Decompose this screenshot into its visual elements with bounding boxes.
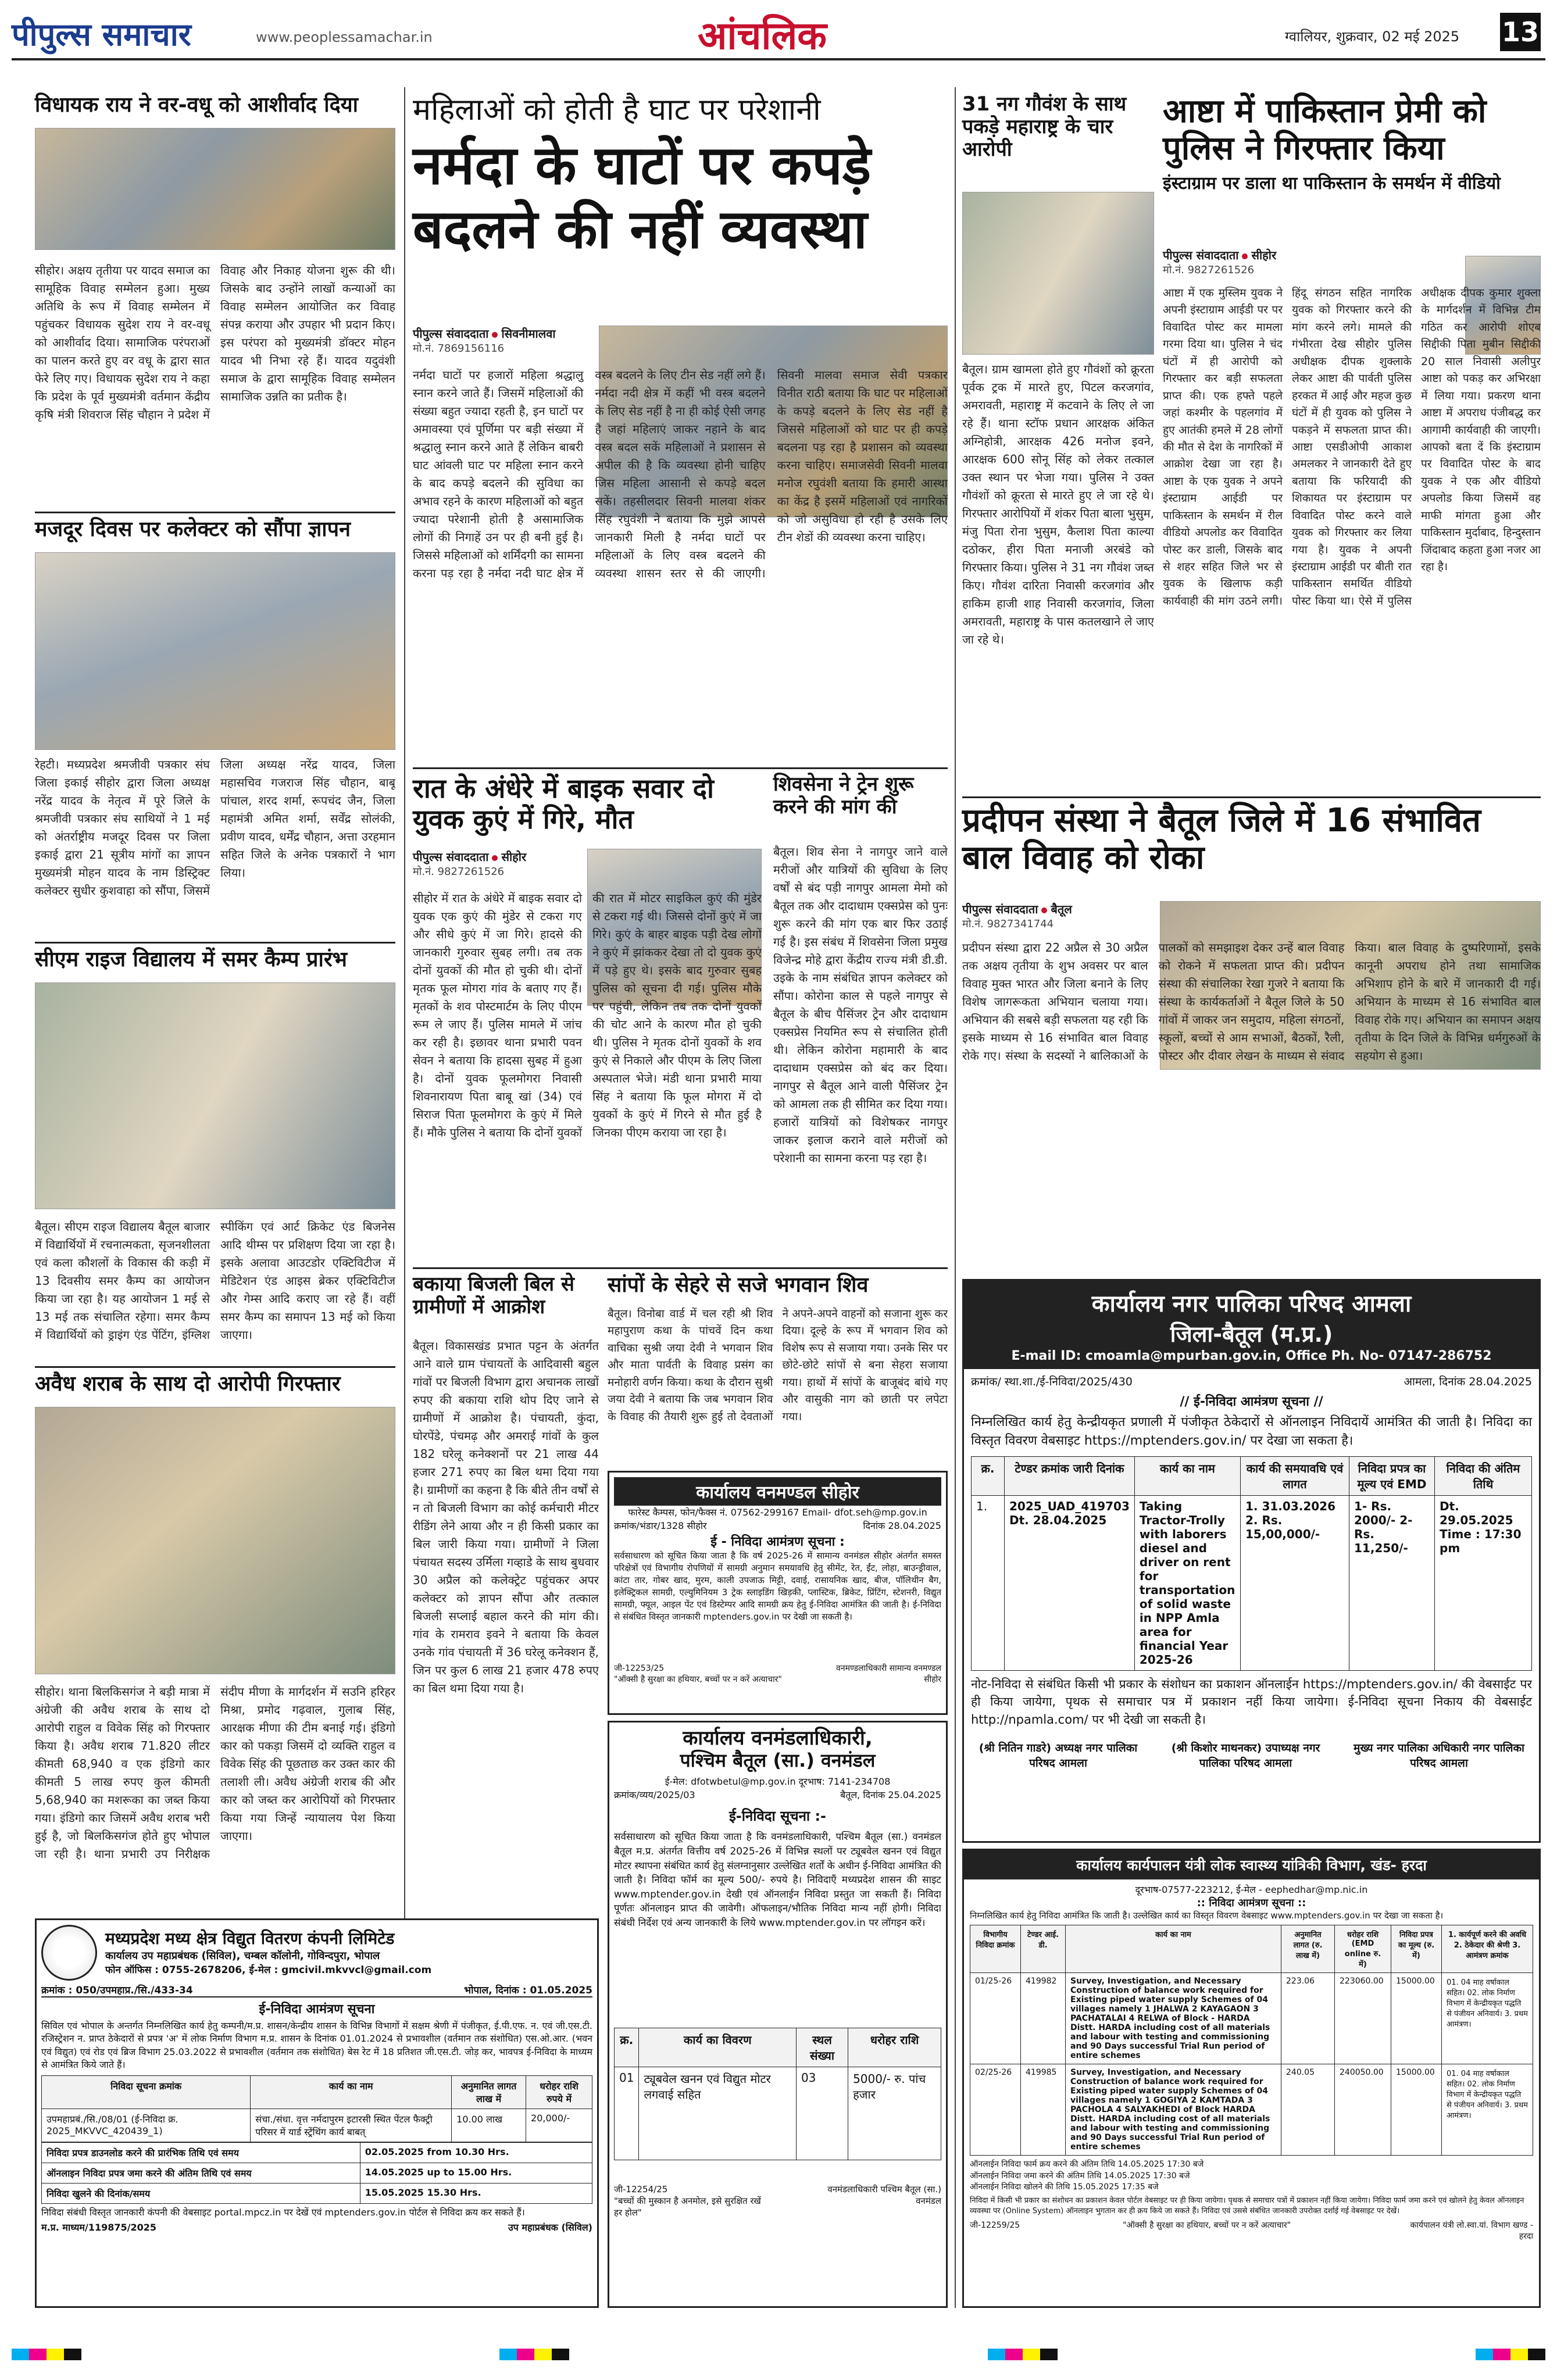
arrest-photo: [962, 192, 1154, 355]
wedding-photo: [35, 128, 395, 250]
table-cell: 20,000/-: [526, 2109, 592, 2142]
notice-contact: दूरभाष-07577-223212, ई-मेल - eephedhar@mp.nic.in: [1135, 1884, 1368, 1895]
notice-title: कार्यालय वनमण्डल सीहोर: [614, 1477, 941, 1506]
date-label: निविदा खुलने की दिनांक/समय: [42, 2183, 360, 2203]
table-cell: 223.06: [1281, 1973, 1335, 2064]
table-cell: 01: [615, 2067, 639, 2160]
notice-text: सर्वसाधारण को सूचित किया जाता है कि वनमंडलाधिकारी, पश्चिम बैतूल (सा.) वनमंडल बैतूल म.प्र. अंतर्गत वित्तीय वर्ष 2025-26 में विभिन्न स्थलों पर ट्यूबवेल खनन एवं विद्युत मोटर स्थापना संबंधित कार्य हेतु संलग्नानुसार उल्लेखित शर्तों के अधीन ई-निविदा आमंत्रित की जाती है। निविदा फॉर्म का मूल्य 500/- रुपये है। निविदाएँ मध्यप्रदेश शासन की साइट www.mptender.gov.in देखी एवं ऑनलाईन निविदा प्रस्तुत जा सकती हैं। निविदा पूर्णतः ऑनलाइन प्राप्त की जावेगी। ऑफलाइन/भौतिक निविदा मान्य नहीं होगी। निविदा संबंधी निर्देश एवं अन्य जानकारी के लिये www.mptender.gov.in पर लॉगइन करें।: [614, 1831, 941, 1929]
article-mazdoor: [35, 517, 395, 942]
table-cell: 02/25-26: [970, 2064, 1021, 2156]
article-body: आष्टा में एक मुस्लिम युवक ने अपनी इंस्टाग्राम आईडी पर पर विवादित पोस्ट कर मामला गरमा दिया था। पुलिस ने चंद घंटों में ही आरोपी को गिरफ्तार कर बड़ी सफलता प्राप्त की। एक हफ्ते पहले जहां कश्मीर के पहलगांव में हुए आतंकी हमले में 28 लोगों की मौत से देश के नागरिकों में आक्रोश देखा जा रहा है। आष्टा के एक युवक ने अपने इंस्टाग्राम आईडी पर पाकिस्तान के समर्थन में रील वीडियो अपलोड कर विवादित पोस्ट कर डाली, जिसके बाद से शहर सहित जिले भर से युवक के खिलाफ कड़ी कार्यवाही की मांग उठने लगी। हिंदू संगठन सहित नागरिक युवक को गिरफ्तार करने की मांग करने लगे। मामले की गंभीरता देख सीहोर पुलिस अधीक्षक दीपक शुक्लाके लेकर आष्टा की पार्वती पुलिस हरकत में आई और महज कुछ घंटों में ही युवक को पुलिस ने पकड़ने में सफलता प्राप्त की। आष्टा एसडीओपी आकाश अमलकर ने जानकारी देते हुए बताया कि फरियादी की शिकायत पर इंस्टाग्राम पर विवादित पोस्ट करने वाले युवक को गिरफ्तार कर लिया गया है। युवक ने अपनी इंस्टाग्राम आईडी पर बीती रात पाकिस्तान समर्थित वीडियो पोस्ट किया था। ऐसे में पुलिस अधीक्षक दीपक कुमार शुक्ला के मार्गदर्शन में विभिन्न टीम गठित कर आरोपी शोएब सिद्दीकी पिता मुबीन सिद्दीकी 20 साल निवासी अलीपुर आष्टा को पकड़ कर अभिरक्षा में लिया गया। प्रकरण थाना आष्टा में अपराध पंजीबद्ध कर आगामी कार्यवाही की जाएगी। आपको बता दें कि इंस्टाग्राम पर विवादित पोस्ट के बाद युवक ने एक और वीडियो अपलोड किया जिसमें वह माफी मांगता हुआ और पाकिस्तान मुर्दाबाद, हिन्दुस्तान जिंदाबाद कहता हुआ नजर आ रहा है।: [1163, 287, 1541, 607]
date-line: ऑनलाईन निविदा खोलने की तिथि 15.05.2025 17:35 बजे: [970, 2182, 1159, 2192]
headline: नर्मदा के घाटों पर कपड़े बदलने की नहीं व्यवस्था: [413, 134, 871, 261]
notice-title-2: पश्चिम बैतूल (सा.) वनमंडल: [680, 1749, 876, 1772]
article-gauvansh: [962, 93, 1154, 791]
notice-amla: [962, 1279, 1541, 1843]
notice-slogan: "ऑक्सी है सुरक्षा का हथियार, बच्चों पर न करें अत्याचार": [1123, 2221, 1291, 2231]
signature-vice-president: (श्री किशोर माथनकर) उपाध्यक्ष नगर पालिका परिषद आमला: [1171, 1742, 1320, 1770]
notice-title-1: कार्यालय वनमंडलाधिकारी,: [683, 1727, 873, 1750]
headline: आष्टा में पाकिस्तान प्रेमी को पुलिस ने गिरफ्तार किया: [1163, 92, 1487, 168]
byline-place: सिवनीमालवा: [501, 327, 556, 341]
col-header: स्थल संख्या: [796, 2028, 848, 2067]
col-header: क्र.: [972, 1456, 1005, 1495]
byline: [1163, 247, 1407, 277]
kicker: महिलाओं को होती है घाट पर परेशानी: [413, 92, 821, 127]
notice-footer: निविदा में किसी भी प्रकार का संशोधन का प्रकाशन केवल पोर्टल वेबसाइट पर ही किया जायेगा। पृथक से समाचार पत्रों में प्रकाशन नहीं किया जायेगा। निविदा फार्म जमा करने एवं खोलने हेतु केवल ऑनलाइन व्यवस्था पर (Online System) ऑनलाइन भुगतान कर ही क्रय किये जा सकते हैं। निविदा एवं उससे संबंधित जानकारी उपरोक्त दर्शाई गई वेबसाइट पर देखें।: [970, 2196, 1524, 2215]
byline-phone: मो.नं. 9827261526: [1163, 264, 1255, 276]
byline: [962, 901, 1148, 931]
table-cell: 15000.00: [1391, 2064, 1442, 2156]
dateline: ग्वालियर, शुक्रवार, 02 मई 2025: [1285, 28, 1460, 45]
subhead: इंस्टाग्राम पर डाला था पाकिस्तान के समर्थन में वीडियो: [1163, 173, 1501, 194]
article-electricity: [413, 1273, 599, 1918]
headline: मजदूर दिवस पर कलेक्टर को सौंपा ज्ञापन: [35, 517, 351, 541]
date-label: निविदा प्रपत्र डाउनलोड करने की प्रारंभिक तिथि एवं समय: [42, 2142, 360, 2163]
table-cell: 1. 31.03.2026 2. Rs. 15,00,000/-: [1241, 1495, 1349, 1670]
notice-slogan: "ऑक्सी है सुरक्षा का हथियार, बच्चों पर न करें अत्याचार": [614, 1675, 782, 1685]
notice-ref: क्रमांक/ स्था.शा./ई-निविदा/2025/430: [971, 1375, 1133, 1388]
notice-subject: // ई-निविदा आमंत्रण सूचना //: [1180, 1395, 1323, 1409]
date-value: 14.05.2025 up to 15.00 Hrs.: [360, 2163, 592, 2183]
article-ashta: [1163, 93, 1541, 791]
headline: रात के अंधेरे में बाइक सवार दो युवक कुएं में गिरे, मौत: [413, 773, 714, 835]
notice-text: सर्वसाधारण को सूचित किया जाता है कि वर्ष 2025-26 में सामान्य वनमंडल सीहोर अंतर्गत समस्त परिक्षेत्रों एवं विभागीय रोपणियों में सामग्री अनुमान समयावधि हेतु सीमेंट, रेत, ईंट, लोहा, बाउन्ड्रीवाल, कांटा तार, गोबर खाद, मुरम, काली उपजाऊ मिट्टी, दवाई, रासायनिक खाद, बीज, पॉलिथीन बैग, इलेक्ट्रिकल सामग्री, एल्युमिनियम 3 ट्रेक स्लाइडिंग खिड़की, प्लास्टिक, ब्रिकेट, प्रिंटिंग, स्टेशनरी, विद्युत सामग्री, फ्यूल, आइल पेंट एवं डिस्टेम्पर आदि सामग्री क्रय हेतु ई-निविदा आमंत्रित की जाती है। ई-निविदा से संबंधित विस्तृत जानकारी mptenders.gov.in पर देखी जा सकती है।: [614, 1550, 941, 1623]
article-body: सीहोर। अक्षय तृतीया पर यादव समाज का सामूहिक विवाह सम्मेलन हुआ। मुख्य अतिथि के रूप में विवाह सम्मेलन में पहुंचकर विधायक सुदेश राय ने वर-वधू को आशीर्वाद दिया। सामाजिक परंपराओं का पालन करते हुए वर वधू के द्वारा सात फेरे लिए गए। विधायक सुदेश राय ने कहा कि प्रदेश के पूर्व मुख्यमंत्री वर्तमान केंद्रीय कृषि मंत्री शिवराज सिंह चौहान ने प्रदेश में विवाह और निकाह योजना शुरू की थी। जिसके बाद उन्होंने लाखों कन्याओं का विवाह सम्मेलन आयोजित कर विवाह संपन्न कराया और उपहार भी प्रदान किए। इस परंपरा को मुख्यमंत्री डॉक्टर मोहन यादव भी निभा रहे हैं। यादव यदुवंशी समाज के द्वारा सामूहिक विवाह सम्मेलन सामाजिक उन्नति का प्रतीक है।: [35, 263, 395, 421]
notice-code: जी-12259/25: [970, 2221, 1020, 2231]
date-value: 15.05.2025 15.30 Hrs.: [360, 2183, 592, 2203]
col-header: कार्य की समयावधि एवं लागत: [1241, 1456, 1349, 1495]
table-cell: Survey, Investigation, and Necessary Construction of balance work required for Existing piped water supply Schemes of 04 villages namely 1 GOGIYA 2 KAMTADA 3 PACHOLA 4 SALYAKHEDI of Block HARDA Distt. HARDA including cost of all materials and labour with testing and commissioning and 90 Days successful Trial Run period of entire schemes: [1066, 2064, 1281, 2156]
paper-url: www.peoplessamachar.in: [256, 29, 433, 45]
byline-name: पीपुल्स संवाददाता: [413, 850, 489, 864]
article-body: सीहोर। थाना बिलकिसगंज ने बड़ी मात्रा में अंग्रेजी की अवैध शराब के साथ दो आरोपी राहुल व विवेक सिंह को गिरफ्तार किया है। अवैध शराब 71.820 लीटर कीमती 68,940 व एक इंडिगो कार कीमती 5 लाख रुपए कुल कीमती 5,68,940 का मशरूका का जब्त किया गया। इंडिगो कार जिसमें अवैध शराब भरी हुई है, जो बिलकिसगंज होते हुए भोपाल जा रही है। थाना प्रभारी उप निरीक्षक संदीप मीणा के मार्गदर्शन में सउनि हरिहर मिश्रा, प्रमोद गढ़वाल, गुलाब सिंह, आरक्षक मीणा की टीम बनाई गई। इंडिगो कार को पकड़ा जिसमें दो व्यक्ति राहुल व विवेक सिंह की पूछताछ कर उक्त कार की तलाशी ली। अवैध अंग्रेजी शराब की और कार को जब्त कर आरोपियों को गिरफ्तार किया गया जिन्हें न्यायालय पेश किया जाएगा।: [35, 1685, 395, 1861]
notice-table: [970, 1925, 1533, 2156]
col-header: क्र.: [615, 2028, 639, 2067]
notice-note: नोट-निविदा से संबंधित किसी भी प्रकार के संशोधन का प्रकाशन ऑनलाईन https://mptenders.gov.in/ की वेबसाईट पर ही किया जायेगा, पृथक से समाचार पत्र में प्रकाशन नहीं किया जायेगा। ई-निविदा सूचना निकाय की वेबसाईट http://npamla.com/ पर भी देखी जा सकती है।: [971, 1677, 1532, 1727]
table-cell: Dt. 29.05.2025 Time : 17:30 pm: [1435, 1495, 1532, 1670]
notice-table: [614, 2028, 941, 2160]
table-cell: 240.05: [1281, 2064, 1335, 2156]
headline: सांपों के सेहरे से सजे भगवान शिव: [608, 1273, 869, 1297]
article-well-accident: [413, 773, 762, 1262]
notice-intro: निम्नलिखित कार्य हेतु निविदा आमंत्रित कि जाती है। उल्लेखित कार्य का विस्तृत विवरण वेबसाइट www.mptenders.gov.in पर देखा जा सकता है।: [970, 1910, 1444, 1921]
byline: [413, 849, 587, 878]
table-cell: उपमहाप्रबं./सि./08/01 (ई-निविदा क्र. 2025_MKVVC_420439_1): [42, 2109, 251, 2142]
notice-harda: [962, 1849, 1541, 2308]
notice-date: दिनांक 28.04.2025: [863, 1520, 941, 1532]
date-label: ऑनलाइन निविदा प्रपत्र जमा करने की अंतिम तिथि एवं समय: [42, 2163, 360, 2183]
table-cell: 240050.00: [1335, 2064, 1391, 2156]
notice-table: [41, 2075, 592, 2142]
notice-signature: उप महाप्रबंधक (सिविल): [508, 2222, 592, 2234]
headline: सीएम राइज विद्यालय में समर कैम्प प्रारंभ: [35, 948, 347, 971]
table-cell: 419985: [1021, 2064, 1066, 2156]
col-header: धरोहर राशि (EMD online रु. में): [1335, 1925, 1391, 1973]
notice-subject: ई-निविदा सूचना :-: [728, 1808, 827, 1825]
table-cell: 2025_UAD_419703 Dt. 28.04.2025: [1005, 1495, 1135, 1670]
notice-table: [971, 1456, 1532, 1671]
article-liquor: [35, 1372, 395, 1907]
table-cell: 01. 04 माह वर्षाकाल सहित। 02. लोक निर्माण विभाग में केन्द्रीयकृत पद्धति से पंजीयन अनिवार्य। 3. प्रथम आमंत्रण।: [1442, 1973, 1533, 2064]
notice-subject: ई - निविदा आमंत्रण सूचना :: [710, 1535, 845, 1550]
byline-phone: मो.नं. 9827261526: [413, 866, 505, 878]
table-cell: 223060.00: [1335, 1973, 1391, 2064]
notice-signature: कार्यपालन यंत्री लो.स्वा.यां. विभाग खण्ड - हरदा: [1410, 2221, 1533, 2242]
table-cell: 10.00 लाख: [452, 2109, 526, 2142]
byline-phone: मो.नं. 9827341744: [962, 918, 1054, 930]
col-header: कार्य का विवरण: [639, 2028, 797, 2067]
col-header: अनुमानित लागत (रु. लाख में): [1281, 1925, 1335, 1973]
notice-code: म.प्र. माध्यम/119875/2025: [41, 2222, 156, 2234]
notice-contact: फारेस्ट कैम्पस, फोन/फैक्स नं. 07562-299167 Email- dfot.seh@mp.gov.in: [628, 1507, 927, 1518]
notice-code: जी-12253/25: [614, 1664, 665, 1674]
col-header: कार्य का नाम: [251, 2075, 452, 2109]
notice-sehore-forest: [608, 1471, 948, 1715]
table-cell: 419982: [1021, 1973, 1066, 2064]
table-cell: 03: [796, 2067, 848, 2160]
notice-mpmkvvcl: [35, 1918, 599, 2308]
notice-ref: क्रमांक : 050/उपमहाप्र./सि./433-34: [41, 1985, 193, 1996]
memorandum-photo: [35, 552, 395, 750]
article-body: बैतूल। सीएम राइज विद्यालय बैतूल बाजार में विद्यार्थियों में रचनात्मकता, सृजनशीलता एवं कला कौशलों के विकास की कड़ी में 13 दिवसीय समर कैम्प का आयोजन किया जा रहा है। यह आयोजन 1 मई से 13 मई तक संचालित रहेगा। समर कैम्प में विद्यार्थियों को ड्राइंग एंड पेंटिंग, इंग्लिश स्पीकिंग एवं आर्ट क्रिकेट एंड बिजनेस आदि थीम्स पर प्रशिक्षण दिया जा रहा है। इसके अलावा आउटडोर एक्टिविटीज में मेडिटेशन एंड आइस ब्रेकर एक्टिविटीज और गेम्स आदि कराए जा रहे हैं। वहीं समर कैम्प का समापन 13 मई को किया जाएगा।: [35, 1220, 395, 1342]
byline-name: पीपुल्स संवाददाता: [413, 327, 489, 341]
col-header: निविदा सूचना क्रमांक: [42, 2075, 251, 2109]
date-line: ऑनलाईन निविदा जमा करने की अंतिम तिथि 14.05.2025 17:30 बजे: [970, 2171, 1190, 2181]
col-header: कार्य का नाम: [1066, 1925, 1281, 1973]
table-cell: 5000/- रु. पांच हजार: [848, 2067, 941, 2160]
notice-code: जी-12254/25: [614, 2184, 668, 2195]
notice-contact: ई-मेल: dfotwbetul@mp.gov.in दूरभाष: 7141-234708: [665, 1775, 891, 1787]
dates-table: [41, 2142, 592, 2204]
headline: विधायक राय ने वर-वधू को आशीर्वाद दिया: [35, 93, 358, 117]
notice-title-2: जिला-बैतूल (म.प्र.): [1170, 1321, 1333, 1347]
article-body: बैतूल। विकासखंड प्रभात पट्टन के अंतर्गत आने वाले ग्राम पंचायतों के आदिवासी बहुल गांवों पर बिजली विभाग द्वारा अचानक लाखों रुपए की बकाया राशि थोप दिए जाने से ग्रामीणों में आक्रोश है। पंचायती, कुंदा, घोरपेंडे, पंचमढ़ और अमराई गांवों के कुल 182 घरेलू कनेक्शनों पर 21 लाख 44 हजार 271 रुपए का बिल थमा दिया गया है। ग्रामीणों का कहना है कि बीते तीन वर्षों से न तो बिजली विभाग का कोई कर्मचारी मीटर रीडिंग लेने आया और न ही किसी प्रकार का बिल जारी किया गया। ग्रामीणों ने जिला पंचायत सदस्य उर्मिला गव्हाडे के साथ बुधवार 30 अप्रैल को कलेक्ट्रेट पहुंचकर अपर कलेक्टर को ज्ञापन सौंपा और तत्काल बिजली सप्लाई बहाल करने की मांग की। गांव के रामराव इवने ने बताया कि केवल उनके गांव पंचायती में 36 घरेलू कनेक्शन हैं, जिन पर कुल 6 लाख 21 हजार 478 रुपए का बिल थमा दिया गया है।: [413, 1339, 599, 1695]
notice-date: आमला, दिनांक 28.04.2025: [1404, 1375, 1532, 1388]
col-header: निविदा प्रपत्र का मूल्य (रु. में): [1391, 1925, 1442, 1973]
headline: प्रदीपन संस्था ने बैतूल जिले में 16 संभावित बाल विवाह को रोका: [962, 802, 1481, 877]
notice-intro: निम्नलिखित कार्य हेतु केन्द्रीयकृत प्रणाली में पंजीकृत ठेकेदारों से ऑनलाइन निविदायें आमंत्रित की जाती है। निविदा का विस्तृत विवरण वेबसाइट https://mptenders.gov.in/ पर देखा जा सकता है।: [971, 1415, 1532, 1448]
byline-place: सीहोर: [501, 850, 527, 864]
notice-title: कार्यालय कार्यपालन यंत्री लोक स्वास्थ्य यांत्रिकी विभाग, खंड- हरदा: [964, 1850, 1539, 1879]
byline-name: पीपुल्स संवाददाता: [1163, 248, 1239, 262]
notice-intro: सिविल एवं भोपाल के अन्तर्गत निम्नलिखित कार्य हेतु कम्पनी/म.प्र. शासन/केन्द्रीय शासन के विभिन्न विभागों में सक्षम श्रेणी में पंजीकृत, ई.पी.एफ. न. एवं जी.एस.टी. रजिस्ट्रेशन न. प्राप्त ठेकेदारों से प्रपत्र 'अ' में लोक निर्माण विभाग म.प्र. शासन के दिनांक 01.01.2024 से प्रभावशील (वर्तमान तक संशोधित) एस.ओ.आर. (भवन एवं विद्युत) एवं रोड एवं ब्रिज विभाग 25.03.2022 से प्रभावशील (वर्तमान तक संशोधित) बेस रेट में 18 प्रतिशत जी.एस.टी. जोड़ कर, भावपत्र ई-निविदा के माध्यम से आमंत्रित किये जाते हैं।: [41, 2020, 592, 2071]
table-cell: 1- Rs. 2000/- 2- Rs. 11,250/-: [1349, 1495, 1435, 1670]
notice-title: मध्यप्रदेश मध्य क्षेत्र विद्युत वितरण कंपनी लिमिटेड: [105, 1929, 395, 1949]
byline-name: पीपुल्स संवाददाता: [962, 902, 1038, 916]
table-cell: 01/25-26: [970, 1973, 1021, 2064]
article-body: बैतूल। विनोबा वार्ड में चल रही श्री शिव महापुराण कथा के पांचवें दिन कथा वाचिका सुश्री जया देवी ने भगवान शिव और माता पार्वती के विवाह प्रसंग का मनोहारी वर्णन किया। कथा के दौरान सुश्री जया देवी ने बताया कि जब भगवान शिव के विवाह की तैयारी शुरू हुई तो देवताओं ने अपने-अपने वाहनों को सजाना शुरू कर दिया। दूल्हे के रूप में भगवान शिव को विशेष रूप से सजाया गया। उनके सिर पर छोटे-छोटे सांपों से बना सेहरा सजाया गया। हाथों में सांपों के बाजूबंद बांधे गए और वासुकी नाग को छाती पर लपेटा गया।: [608, 1307, 948, 1423]
headline: बकाया बिजली बिल से ग्रामीणों में आक्रोश: [413, 1273, 574, 1319]
col-header: टेण्डर क्रमांक जारी दिनांक: [1005, 1456, 1135, 1495]
notice-email: E-mail ID: cmoamla@mpurban.gov.in, Office Ph. No- 07147-286752: [1011, 1349, 1492, 1363]
paper-logo: पीपुल्स समाचार: [12, 16, 191, 53]
article-shiv: [608, 1273, 948, 1465]
col-header: विभागीय निविदा क्रमांक: [970, 1925, 1021, 1973]
table-cell: संचा./संधा. वृत्त नर्मदापुरम इटारसी स्थित पेंटल फैक्ट्री परिसर में यार्ड स्ट्रेंथिंग कार्य बाबत्: [251, 2109, 452, 2142]
notice-signature: वनमण्डलाधिकारी सामान्य वनमण्डल सीहोर: [836, 1664, 941, 1685]
article-summer-camp: [35, 948, 395, 1366]
notice-slogan: "बच्चों की मुस्कान है अनमोल, इसे सुरक्षित रखें हर होल": [614, 2196, 761, 2218]
signature-president: (श्री नितिन गाडरे) अध्यक्ष नगर पालिका परिषद आमला: [979, 1742, 1138, 1770]
section-title: आंचलिक: [698, 13, 827, 58]
article-body: प्रदीपन संस्था द्वारा 22 अप्रैल से 30 अप्रैल तक अक्षय तृतीया के शुभ अवसर पर बाल विवाह मुक्त भारत और जिला बनाने के लिए विशेष जागरूकता अभियान चलाया गया। अभियान की सबसे बड़ी सफलता यह रही कि इसके माध्यम से 16 संभावित बाल विवाह रोके गए। संस्था के सदस्यों ने बालिकाओं के पालकों को समझाइश देकर उन्हें बाल विवाह को रोकने में सफलता प्राप्त की। प्रदीपन संस्था की संचालिका रेखा गुजरे ने बताया कि संस्था के कार्यकर्ताओं ने बैतूल जिले के 50 गांवों में जाकर जन समुदाय, महिला संगठनों, स्कूलों, बच्चों से आम सभाओं, बैठकों, रैली, पोस्टर और दीवार लेखन के माध्यम से संवाद किया। बाल विवाह के दुष्परिणामों, इसके कानूनी अपराध होने तथा सामाजिक अभिशाप होने के बारे में जानकारी दी गई। अभियान के माध्यम से 16 संभावित बाल विवाह रोके गए। अभियान का समापन अक्षय तृतीया के दिन जिले के विभिन्न धर्मगुरुओं के सहयोग से हुआ।: [962, 941, 1541, 1063]
article-body: बैतूल। शिव सेना ने नागपुर जाने वाले मरीजों और यात्रियों की सुविधा के लिए वर्षों से बंद पड़ी नागपुर आमला मेमो को बैतूल तक और दादाधाम एक्सप्रेस को पुनः शुरू करने की मांग एक बार फिर उठाई गई है। इस संबंध में शिवसेना जिला प्रमुख विजेन्द्र मोहे द्वारा केंद्रीय राज्य मंत्री डी.डी. उइके के नाम संबंधित ज्ञापन कलेक्टर को सौंपा। कोरोना काल से पहले नागपुर से बैतूल के बीच पैसिंजर ट्रेन और दादाधाम एक्सप्रेस नियमित रूप से संचालित होती थी। लेकिन कोरोना महामारी के बाद दादाधाम एक्सप्रेस को बंद कर दिया। नागपुर से बैतूल आने वाली पैसिंजर ट्रेन को आमला तक ही सीमित कर दिया गया। हजारों यात्रियों को विशेषकर नागपुर जाकर इलाज कराने वाले मरीजों को परेशानी का सामना करना पड़ रहा है।: [773, 845, 948, 1165]
col-header: निविदा की अंतिम तिथि: [1435, 1456, 1532, 1495]
signature-cmo: मुख्य नगर पालिका अधिकारी नगर पालिका परिषद आमला: [1354, 1742, 1524, 1770]
company-logo: [41, 1925, 97, 1981]
article-pradeepan: [962, 802, 1541, 1273]
article-narmada: [413, 93, 948, 762]
col-header: 1. कार्यपूर्ण करने की अवधि 2. ठेकेदार की श्रेणी 3. आमंत्रण क्रमांक: [1442, 1925, 1533, 1973]
col-header: निविदा प्रपत्र का मूल्य एवं EMD: [1349, 1456, 1435, 1495]
byline-place: सीहोर: [1251, 248, 1277, 262]
article-body: बैतूल। ग्राम खामला होते हुए गौवंशों को क्रूरता पूर्वक ट्रक में मारते हुए, पिटल करजगांव, अमरावती, महाराष्ट्र में कटवाने के लिए ले जा रहे हैं। थाना स्टॉफ प्रधान आरक्षक अंकित अग्निहोत्री, आरक्षक 426 मनोज इवने, आरक्षक 600 सोनू सिंह को लेकर तत्काल उक्त स्थान पर भेजा गया। पुलिस ने उक्त गौवंशों को क्रूरता से मारते हुए ले जा रहे थे। गिरफ्तार आरोपियों में शंकर पिता बाला भुसुम, मंजु पिता रोना भुसुम, कैलाश पिता काल्या दठोकर, हीरा पिता मनाजी अरबंडे को गिरफ्तार किया। पुलिस ने 31 नग गौवंश जब्त किए। गौवंश दारिता निवासी करजगांव और हाकिम हाजी शाह निवासी करजगांव, जिला अमरावती, महाराष्ट्र के पास कतलखाने ले जाए जा रहे थे।: [962, 362, 1154, 646]
notice-betul-forest: [608, 1721, 948, 2308]
article-shivsena: [773, 773, 948, 1262]
kicker: 31 नग गौवंश के साथ पकड़े महाराष्ट्र के चार आरोपी: [962, 92, 1127, 162]
camp-photo: [35, 982, 395, 1209]
article-vidhayak: [35, 93, 395, 512]
notice-ref: क्रमांक/भंडार/1328 सीहोर: [614, 1520, 707, 1532]
notice-date: भोपाल, दिनांक : 01.05.2025: [464, 1985, 592, 1996]
date-line: ऑनलाईन निविदा फार्म क्रय करने की अंतिम तिथि 14.05.2025 17:30 बजे: [970, 2160, 1204, 2170]
byline-phone: मो.नं. 7869156116: [413, 342, 505, 355]
col-header: टेण्डर आई. डी.: [1021, 1925, 1066, 1973]
col-header: कार्य का नाम: [1134, 1456, 1240, 1495]
table-cell: 15000.00: [1391, 1973, 1442, 2064]
table-cell: ट्यूबवेल खनन एवं विद्युत मोटर लगवाई सहित: [639, 2067, 797, 2160]
notice-contact: फोन ऑफिस : 0755-2678206, ई-मेल : gmcivil.mkvvcl@gmail.com: [105, 1964, 432, 1976]
article-body: रेहटी। मध्यप्रदेश श्रमजीवी पत्रकार संघ जिला इकाई सीहोर द्वारा जिला अध्यक्ष नरेंद्र यादव के नेतृत्व में पूरे जिले के श्रमजीवी पत्रकार संघ साथियों ने 1 मई को अंतर्राष्ट्रीय मजदूर दिवस पर जिला इकाई द्वारा 21 सूत्रीय मांगों का ज्ञापन मुख्यमंत्री मोहन यादव के नाम डिस्ट्रिक्ट कलेक्टर सुधीर कुशवाहा को सौंपा, जिसमें जिला अध्यक्ष नरेंद्र यादव, जिला महासचिव गजराज सिंह चौहान, बाबू पांचाल, शरद शर्मा, रूपचंद जैन, जिला महामंत्री अमित शर्मा, सर्वेंद्र सोलंकी, प्रवीण यादव, धर्मेंद्र चौहान, अत्ता उरहमान सहित जिले के अनेक पत्रकारों ने भाग लिया।: [35, 757, 395, 898]
headline: शिवसेना ने ट्रेन शुरू करने की मांग की: [773, 773, 914, 819]
page-number: 13: [1500, 13, 1541, 51]
col-header: धरोहर राशि रुपये में: [526, 2075, 592, 2109]
notice-subject: :: निविदा आमंत्रण सूचना ::: [1197, 1897, 1306, 1909]
byline-place: बैतूल: [1051, 902, 1072, 916]
table-cell: 1.: [972, 1495, 1005, 1670]
notice-date: बैतूल, दिनांक 25.04.2025: [840, 1789, 941, 1801]
article-body: नर्मदा घाटों पर हजारों महिला श्रद्धालु स्नान करने जाते हैं। जिसमें महिलाओं की संख्या बहुत ज्यादा रहती है, इन घाटों पर अमावस्या एवं पूर्णिमा पर बड़ी संख्या में श्रद्धालु स्नान करने आते हैं लेकिन बाबरी घाट आंवली घाट पर महिला स्नान करने के बाद कपड़े बदलने की सुविधा का अभाव रहने के कारण महिलाओं को बहुत ज्यादा परेशानी होती है असामाजिक लोगों की निगाहें उन पर ही बनी हुई है। जिससे महिलाओं को शर्मिंदगी का सामना करना पड़ रहा है नर्मदा नदी घाट क्षेत्र में वस्त्र बदलने के लिए टीन सेड नहीं लगे हैं। नर्मदा नदी क्षेत्र में कहीं भी वस्त्र बदलने के लिए सेड नहीं है ना ही कोई ऐसी जगह है जहां महिलाएं जाकर नहाने के बाद वस्त्र बदल सकें महिलाओं ने प्रशासन से अपील की है कि व्यवस्था होनी चाहिए जिस महिला आसानी से कपड़े बदल सकें। तहसीलदार सिवनी मालवा शंकर सिंह रघुवंशी ने बताया कि मुझे आपसे जानकारी मिली है नर्मदा घाटों पर महिलाओं के लिए वस्त्र बदलने की व्यवस्था शासन स्तर से की जाएगी। सिवनी मालवा समाज सेवी पत्रकार विनीत राठी बताया कि घाट पर महिलाओं के कपड़े बदलने के लिए सेड नहीं है जिससे महिलाओं को घाट पर ही कपड़े बदलना पड़ रहा है प्रशासन को व्यवस्था करना चाहिए। समाजसेवी सिवनी मालवा मनोज रघुवंशी बताया कि हमारी आस्था का केंद्र है इसमें महिलाओं एवं नागरिकों को जो असुविधा हो रही है उसके लिए टीन शेडों की व्यवस्था करना चाहिए।: [413, 368, 948, 580]
seized-car-photo: [35, 1407, 395, 1674]
masthead: [12, 8, 1545, 60]
table-cell: 01. 04 माह वर्षाकाल सहित। 02. लोक निर्माण विभाग में केन्द्रीयकृत पद्धति से पंजीयन अनिवार्य। 3. प्रथम आमंत्रण।: [1442, 2064, 1533, 2156]
notice-signature: वनमंडलाधिकारी पश्चिम बैतूल (सा.) वनमंडल: [827, 2184, 941, 2207]
article-body: सीहोर में रात के अंधेरे में बाइक सवार दो युवक एक कुएं की मुंडेर से टकरा गए और सीधे कुएं में जा गिरे। हादसे की जानकारी गुरुवार सुबह लगी। तब तक दोनों युवकों की मौत हो चुकी थी। दोनों मृतक फूल मोगरा गांव के बताए गए हैं। मृतकों के शव पोस्टमार्टम के लिए पीएम रूम ले जाए हैं। पुलिस मामले में जांच कर रही है। इछावर थाना प्रभारी पवन सेवन ने बताया कि हादसा सुबह में हुआ है। दोनों युवक फूलमोगरा निवासी शिवनारायण पिता बाबू खां (34) एवं सिराज पिता फूलमोगरा के कुएं में मिले हैं। मौके पुलिस ने बताया कि दोनों युवकों की रात में मोटर साइकिल कुएं की मुंडेर से टकरा गई थी। जिससे दोनों कुएं में जा गिरे। कुएं के बाहर बाइक पड़ी देख लोगों ने कुएं में झांककर देखा तो दो युवक कुएं में पड़े हुए थे। इसके बाद गुरुवार सुबह पुलिस को सूचना दी गई। पुलिस मौके पर पहुंची, लेकिन तब तक दोनों युवकों की चोट आने के कारण मौत हो चुकी थी। पुलिस ने मृतक दोनों युवकों के शव कुएं से निकाले और पीएम के लिए जिला अस्पताल भेजे। मंडी थाना प्रभारी माया सिंह ने बताया कि फूल मोगरा में दो युवकों के कुएं में गिरने से मौत हुई है जिनका पीएम कराया जा रहा है।: [413, 891, 762, 1139]
notice-office: कार्यालय उप महाप्रबंधक (सिविल), चम्बल कॉलोनी, गोविन्दपुरा, भोपाल: [105, 1949, 380, 1962]
notice-ref: क्रमांक/व्यय/2025/03: [614, 1789, 695, 1801]
headline: अवैध शराब के साथ दो आरोपी गिरफ्तार: [35, 1372, 341, 1396]
byline: [413, 326, 587, 355]
notice-footer: निविदा संबंधी विस्तृत जानकारी कंपनी की वेबसाइट portal.mpcz.in पर देखें एवं mptenders.gov.in पोर्टल से निविदा क्रय कर सकते हैं।: [41, 2206, 525, 2218]
table-cell: Survey, Investigation, and Necessary Construction of balance work required for Existing piped water supply Schemes of 04 villages namely 1 JHALWA 2 KAYAGAON 3 PACHATALAI 4 RELWA of Block - HARDA Distt. HARDA including cost of all materials and labour with testing and commissioning and 90 Days successful Trial Run period of entire schemes: [1066, 1973, 1281, 2064]
table-cell: Taking Tractor-Trolly with laborers diesel and driver on rent for transportation of solid waste in NPP Amla area for financial Year 2025-26: [1134, 1495, 1240, 1670]
notice-subject: ई-निविदा आमंत्रण सूचना: [259, 2002, 375, 2017]
col-header: अनुमानित लागत लाख में: [452, 2075, 526, 2109]
notice-title-1: कार्यालय नगर पालिका परिषद आमला: [1091, 1291, 1412, 1317]
date-value: 02.05.2025 from 10.30 Hrs.: [360, 2142, 592, 2163]
col-header: धरोहर राशि: [848, 2028, 941, 2067]
color-strip: [0, 2349, 1557, 2366]
